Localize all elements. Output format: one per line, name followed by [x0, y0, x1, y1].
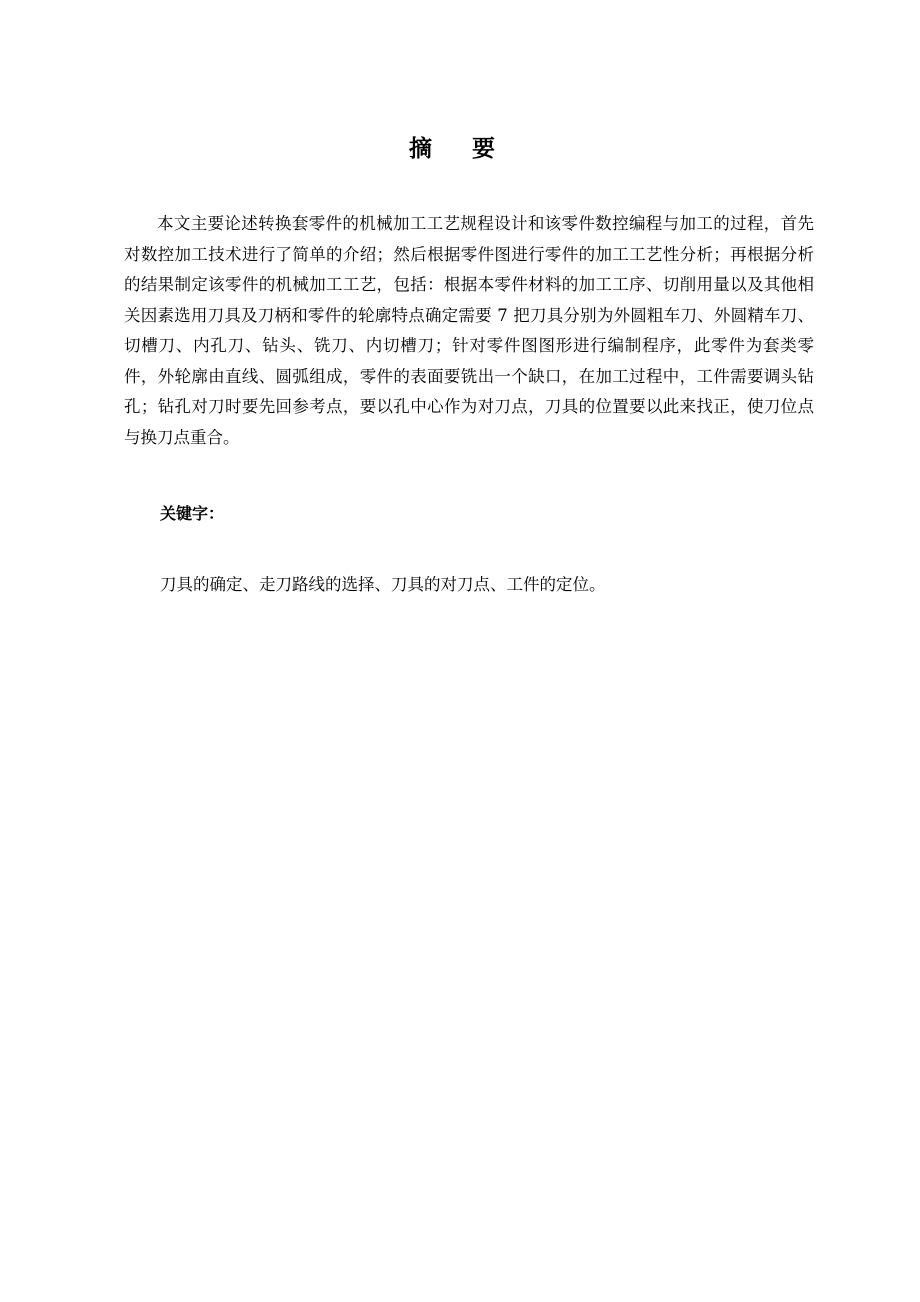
keywords-text: 刀具的确定、走刀路线的选择、刀具的对刀点、工件的定位。: [160, 575, 606, 594]
abstract-title: 摘 要: [408, 136, 511, 162]
abstract-body: 本文主要论述转换套零件的机械加工工艺规程设计和该零件数控编程与加工的过程，首先对数控加工技术进行了简单的介绍；然后根据零件图进行零件的加工工艺性分析；再根据分析的结果制定该零件的机械加工工艺，包括：根据本零件材料的加工工序、切削用量以及其他相关因素选用刀具及刀柄和零件的轮廓特点确定需要 7 把刀具分别为外圆粗车刀、外圆精车刀、切槽刀、内孔刀、钻头、铣刀、内切槽刀；针对零件图图形进行编制程序，此零件为套类零件，外轮廓由直线、圆弧组成，零件的表面要铣出一个缺口，在加工过程中，工件需要调头钻孔；钻孔对刀时要先回参考点，要以孔中心作为对刀点，刀具的位置要以此来找正，使刀位点与换刀点重合。: [124, 214, 814, 447]
keywords-label: 关键字：: [160, 504, 225, 523]
